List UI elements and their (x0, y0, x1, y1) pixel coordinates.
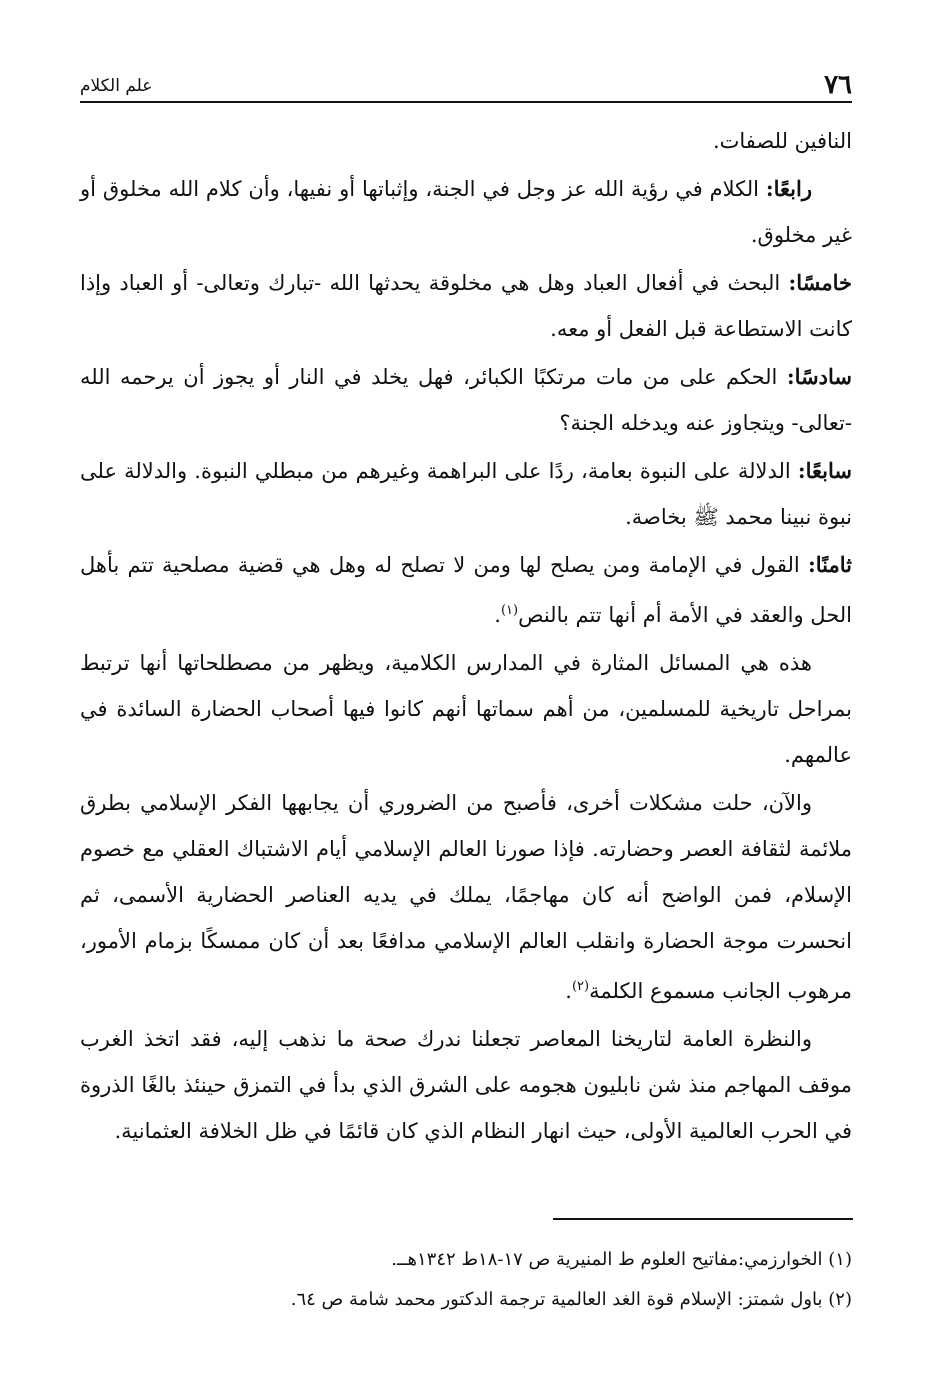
book-title: علم الكلام (80, 76, 153, 96)
paragraph: والنظرة العامة لتاريخنا المعاصر تجعلنا ندرك صحة ما نذهب إليه، فقد اتخذ الغرب موقف المهاجم منذ شن نابليون هجومه على الشرق الذي بدأ في التمزق حينئذ بالغًا الذروة في الحرب العالمية الأولى، حيث انهار النظام الذي كان قائمًا في ظل الخلافة العثمانية. (80, 1027, 852, 1143)
header-rule (80, 101, 852, 103)
paragraph: سابعًا: الدلالة على النبوة بعامة، ردًا على البراهمة وغيرهم من مبطلي النبوة. والدلالة على نبوة نبينا محمد ﷺ بخاصة. (80, 458, 852, 529)
paragraph: خامسًا: البحث في أفعال العباد وهل هي مخلوقة يحدثها الله -تبارك وتعالى- أو العباد وإذا كانت الاستطاعة قبل الفعل أو معه. (80, 270, 852, 341)
footnote-ref: (١) (500, 603, 519, 618)
footnotes (80, 1240, 852, 1320)
page-number: ٧٦ (824, 70, 852, 100)
paragraph: سادسًا: الحكم على من مات مرتكبًا الكبائر، فهل يخلد في النار أو يجوز أن يرحمه الله -تعالى- ويتجاوز عنه ويدخله الجنة؟ (80, 364, 852, 435)
paragraph: هذه هي المسائل المثارة في المدارس الكلامية، ويظهر من مصطلحاتها أنها ترتبط بمراحل تاريخية للمسلمين، من أهم سماتها أنهم كانوا فيها أصحاب الحضارة السائدة في عالمهم. (80, 651, 852, 767)
paragraph: والآن، حلت مشكلات أخرى، فأصبح من الضروري أن يجابهها الفكر الإسلامي بطرق ملائمة لثقافة العصر وحضارته. فإذا صورنا العالم الإسلامي أيام الاشتباك العقلي مع خصوم الإسلام، فمن الواضح أنه كان مهاجمًا، يملك في يديه العناصر الحضارية الأسمى، ثم انحسرت موجة الحضارة وانقلب العالم الإسلامي مدافعًا بعد أن كان ممسكًا بزمام الأمور، مرهوب الجانب مسموع الكلمة$^{(٢)}$. (80, 791, 852, 1003)
item-label: سادسًا: (786, 364, 852, 389)
item-label: رابعًا: (765, 176, 812, 201)
paragraph: النافين للصفات. (712, 129, 852, 153)
item-label: ثامنًا: (808, 552, 852, 577)
paragraph: ثامنًا: القول في الإمامة ومن يصلح لها ومن لا تصلح له وهل هي قضية مصلحية تتم بأهل الحل والعقد في الأمة أم أنها تتم بالنص$^{(١)}$. (80, 552, 852, 627)
paragraph: رابعًا: الكلام في رؤية الله عز وجل في الجنة، وإثباتها أو نفيها، وأن كلام الله مخلوق أو غير مخلوق. (80, 176, 852, 247)
footnote-ref: (٢) (571, 979, 590, 994)
footnote: (١) الخوارزمي:مفاتيح العلوم ط المنيرية ص ١٧-١٨ط ١٣٤٢هــ. (391, 1249, 852, 1270)
footnote: (٢) باول شمتز: الإسلام قوة الغد العالمية ترجمة الدكتور محمد شامة ص ٦٤. (290, 1289, 852, 1310)
item-label: سابعًا: (797, 458, 852, 483)
footnote-rule (553, 1218, 853, 1220)
item-label: خامسًا: (788, 270, 852, 295)
main-text (80, 118, 852, 1156)
page-header (80, 70, 852, 100)
